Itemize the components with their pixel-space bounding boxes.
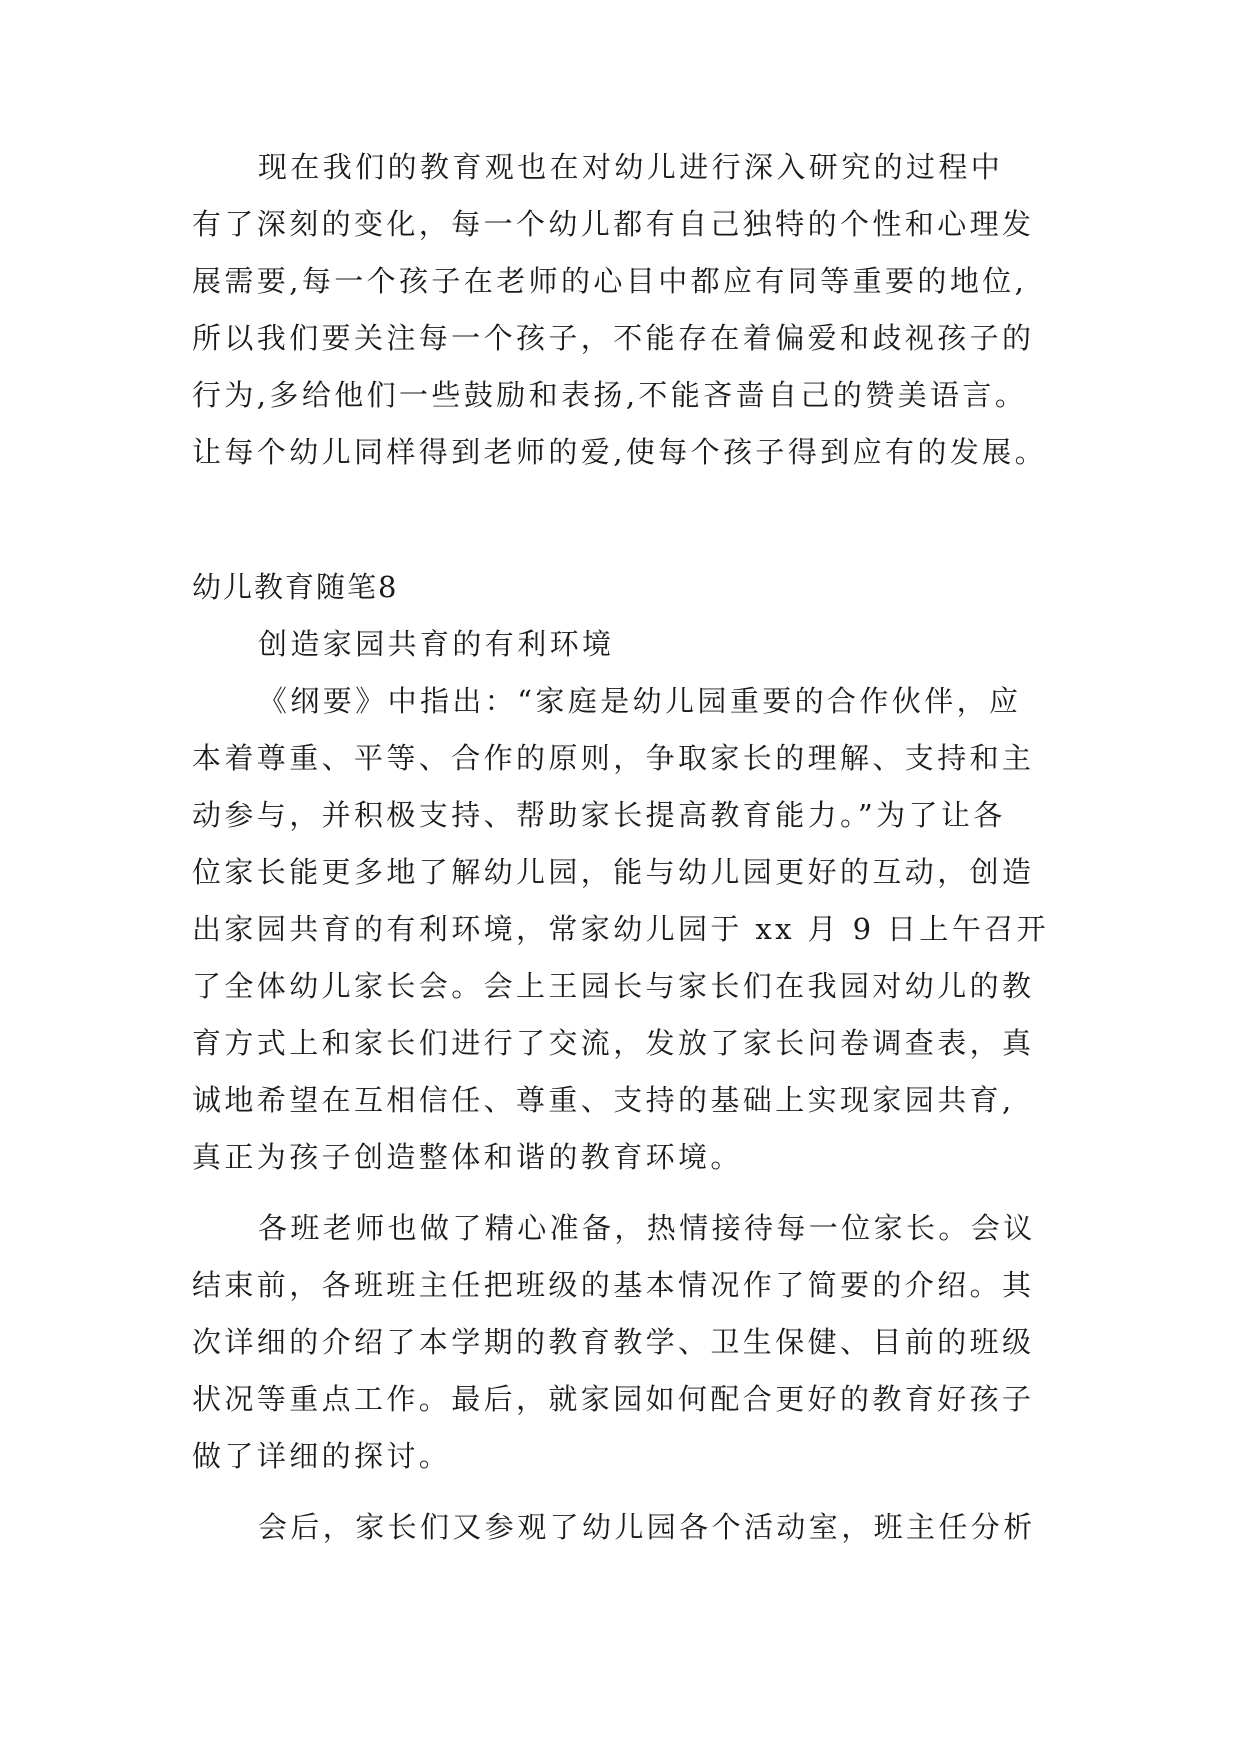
paragraph-line: 状况等重点工作。最后，就家园如何配合更好的教育好孩子 — [192, 1382, 1035, 1416]
paragraph-line: 所以我们要关注每一个孩子，不能存在着偏爱和歧视孩子的 — [192, 321, 1035, 355]
paragraph-line: 有了深刻的变化，每一个幼儿都有自己独特的个性和心理发 — [192, 207, 1035, 241]
paragraph-line: 次详细的介绍了本学期的教育教学、卫生保健、目前的班级 — [192, 1325, 1035, 1359]
paragraph-line: 现在我们的教育观也在对幼儿进行深入研究的过程中 — [258, 150, 1004, 184]
paragraph-line: 会后，家长们又参观了幼儿园各个活动室，班主任分析 — [258, 1510, 1036, 1544]
paragraph-line: 诚地希望在互相信任、尊重、支持的基础上实现家园共育, — [192, 1083, 1015, 1117]
paragraph-line: 了全体幼儿家长会。会上王园长与家长们在我园对幼儿的教 — [192, 969, 1035, 1003]
paragraph-line: 位家长能更多地了解幼儿园，能与幼儿园更好的互动，创造 — [192, 855, 1035, 889]
section-subtitle: 创造家园共育的有利环境 — [258, 627, 615, 661]
paragraph-line: 做了详细的探讨。 — [192, 1439, 452, 1473]
paragraph-line: 展需要,每一个孩子在老师的心目中都应有同等重要的地位, — [192, 264, 1028, 298]
paragraph-line: 《纲要》中指出：“家庭是幼儿园重要的合作伙伴，应 — [258, 684, 1022, 718]
paragraph-line: 结束前，各班班主任把班级的基本情况作了简要的介绍。其 — [192, 1268, 1035, 1302]
paragraph-line: 本着尊重、平等、合作的原则，争取家长的理解、支持和主 — [192, 741, 1035, 775]
paragraph-line: 真正为孩子创造整体和谐的教育环境。 — [192, 1140, 743, 1174]
section-heading: 幼儿教育随笔8 — [192, 570, 399, 604]
paragraph-line: 各班老师也做了精心准备，热情接待每一位家长。会议 — [258, 1211, 1036, 1245]
paragraph-line: 出家园共育的有利环境，常家幼儿园于 xx 月 9 日上午召开 — [192, 912, 1050, 946]
paragraph-line: 让每个幼儿同样得到老师的爱,使每个孩子得到应有的发展。 — [192, 435, 1048, 469]
paragraph-line: 动参与，并积极支持、帮助家长提高教育能力。”为了让各 — [192, 798, 1006, 832]
paragraph-line: 行为,多给他们一些鼓励和表扬,不能吝啬自己的赞美语言。 — [192, 378, 1028, 412]
paragraph-line: 育方式上和家长们进行了交流，发放了家长问卷调查表，真 — [192, 1026, 1035, 1060]
